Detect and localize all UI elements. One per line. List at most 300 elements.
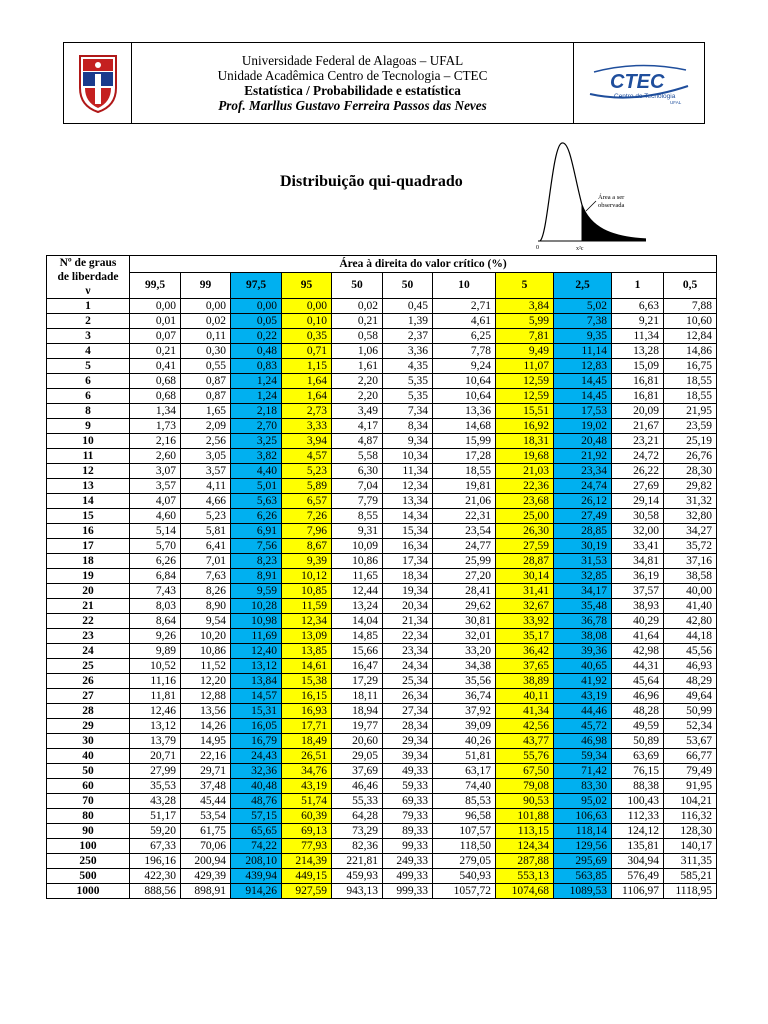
table-row bbox=[47, 359, 717, 374]
critical-value-cell: 5,35 bbox=[383, 389, 433, 404]
critical-value-cell: 23,34 bbox=[383, 644, 433, 659]
critical-value-cell: 1106,97 bbox=[612, 884, 664, 899]
percentage-header-cell: 95 bbox=[282, 272, 332, 298]
table-row bbox=[47, 629, 717, 644]
table-row bbox=[47, 344, 717, 359]
df-cell: 90 bbox=[47, 824, 130, 839]
critical-value-cell: 140,17 bbox=[664, 839, 717, 854]
table-row bbox=[47, 704, 717, 719]
critical-value-cell: 13,28 bbox=[612, 344, 664, 359]
critical-value-cell: 16,34 bbox=[383, 539, 433, 554]
critical-value-cell: 0,00 bbox=[130, 299, 181, 314]
table-row bbox=[47, 764, 717, 779]
critical-value-cell: 26,30 bbox=[496, 524, 554, 539]
critical-value-cell: 8,91 bbox=[231, 569, 282, 584]
critical-value-cell: 5,23 bbox=[282, 464, 332, 479]
critical-value-cell: 540,93 bbox=[433, 869, 496, 884]
critical-value-cell: 32,67 bbox=[496, 599, 554, 614]
ctec-logo-small: UFAL bbox=[670, 100, 682, 105]
critical-value-cell: 23,68 bbox=[496, 494, 554, 509]
critical-value-cell: 14,45 bbox=[554, 389, 612, 404]
critical-value-cell: 9,39 bbox=[282, 554, 332, 569]
critical-value-cell: 0,02 bbox=[181, 314, 231, 329]
critical-value-cell: 50,89 bbox=[612, 734, 664, 749]
critical-value-cell: 23,34 bbox=[554, 464, 612, 479]
df-cell: 20 bbox=[47, 584, 130, 599]
critical-value-cell: 18,55 bbox=[433, 464, 496, 479]
critical-value-cell: 71,42 bbox=[554, 764, 612, 779]
critical-value-cell: 0,68 bbox=[130, 374, 181, 389]
critical-value-cell: 4,60 bbox=[130, 509, 181, 524]
critical-value-cell: 16,47 bbox=[332, 659, 383, 674]
percentage-header-cell: 99,5 bbox=[130, 272, 181, 298]
critical-value-cell: 91,95 bbox=[664, 779, 717, 794]
critical-value-cell: 0,30 bbox=[181, 344, 231, 359]
critical-value-cell: 20,71 bbox=[130, 749, 181, 764]
critical-value-cell: 19,02 bbox=[554, 419, 612, 434]
critical-value-cell: 101,88 bbox=[496, 809, 554, 824]
critical-value-cell: 16,93 bbox=[282, 704, 332, 719]
critical-value-cell: 8,26 bbox=[181, 584, 231, 599]
critical-value-cell: 6,84 bbox=[130, 569, 181, 584]
critical-value-cell: 7,26 bbox=[282, 509, 332, 524]
critical-value-cell: 18,31 bbox=[496, 434, 554, 449]
df-cell: 1 bbox=[47, 299, 130, 314]
critical-value-cell: 36,19 bbox=[612, 569, 664, 584]
critical-value-cell: 49,64 bbox=[664, 689, 717, 704]
critical-value-cell: 0,21 bbox=[332, 314, 383, 329]
critical-value-cell: 10,28 bbox=[231, 599, 282, 614]
critical-value-cell: 32,01 bbox=[433, 629, 496, 644]
critical-value-cell: 49,33 bbox=[383, 764, 433, 779]
critical-value-cell: 9,35 bbox=[554, 329, 612, 344]
critical-value-cell: 0,87 bbox=[181, 389, 231, 404]
table-row bbox=[47, 674, 717, 689]
critical-value-cell: 279,05 bbox=[433, 854, 496, 869]
critical-value-cell: 113,15 bbox=[496, 824, 554, 839]
critical-value-cell: 9,54 bbox=[181, 614, 231, 629]
critical-value-cell: 0,55 bbox=[181, 359, 231, 374]
critical-value-cell: 10,09 bbox=[332, 539, 383, 554]
critical-value-cell: 28,87 bbox=[496, 554, 554, 569]
critical-value-cell: 29,34 bbox=[383, 734, 433, 749]
df-cell: 13 bbox=[47, 479, 130, 494]
critical-value-cell: 35,17 bbox=[496, 629, 554, 644]
critical-value-cell: 0,11 bbox=[181, 329, 231, 344]
critical-value-cell: 1,34 bbox=[130, 404, 181, 419]
critical-value-cell: 2,09 bbox=[181, 419, 231, 434]
critical-value-cell: 3,84 bbox=[496, 299, 554, 314]
critical-value-cell: 20,34 bbox=[383, 599, 433, 614]
critical-value-cell: 24,34 bbox=[383, 659, 433, 674]
critical-value-cell: 77,93 bbox=[282, 839, 332, 854]
critical-value-cell: 12,46 bbox=[130, 704, 181, 719]
table-row bbox=[47, 734, 717, 749]
critical-value-cell: 0,22 bbox=[231, 329, 282, 344]
critical-value-cell: 40,00 bbox=[664, 584, 717, 599]
critical-value-cell: 3,57 bbox=[130, 479, 181, 494]
critical-value-cell: 449,15 bbox=[282, 869, 332, 884]
critical-value-cell: 99,33 bbox=[383, 839, 433, 854]
df-cell: 23 bbox=[47, 629, 130, 644]
critical-value-cell: 18,94 bbox=[332, 704, 383, 719]
table-row bbox=[47, 719, 717, 734]
critical-value-cell: 38,08 bbox=[554, 629, 612, 644]
chi-square-curve-figure bbox=[530, 135, 650, 255]
critical-value-cell: 14,45 bbox=[554, 374, 612, 389]
critical-value-cell: 0,21 bbox=[130, 344, 181, 359]
critical-value-cell: 214,39 bbox=[282, 854, 332, 869]
critical-value-cell: 37,48 bbox=[181, 779, 231, 794]
critical-value-cell: 11,69 bbox=[231, 629, 282, 644]
ufal-logo bbox=[64, 43, 132, 123]
critical-value-cell: 45,72 bbox=[554, 719, 612, 734]
area-annotation-line1: Área a ser bbox=[598, 194, 625, 201]
table-row bbox=[47, 404, 717, 419]
critical-value-cell: 34,27 bbox=[664, 524, 717, 539]
critical-value-cell: 9,24 bbox=[433, 359, 496, 374]
critical-value-cell: 32,85 bbox=[554, 569, 612, 584]
professor-name: Prof. Marllus Gustavo Ferreira Passos das Neves bbox=[218, 98, 487, 113]
critical-value-cell: 48,76 bbox=[231, 794, 282, 809]
critical-value-cell: 6,25 bbox=[433, 329, 496, 344]
critical-value-cell: 34,76 bbox=[282, 764, 332, 779]
critical-value-cell: 5,01 bbox=[231, 479, 282, 494]
critical-value-cell: 898,91 bbox=[181, 884, 231, 899]
critical-value-cell: 65,65 bbox=[231, 824, 282, 839]
critical-value-cell: 249,33 bbox=[383, 854, 433, 869]
critical-value-cell: 46,96 bbox=[612, 689, 664, 704]
critical-value-cell: 9,26 bbox=[130, 629, 181, 644]
critical-value-cell: 35,48 bbox=[554, 599, 612, 614]
critical-value-cell: 31,32 bbox=[664, 494, 717, 509]
critical-value-cell: 14,57 bbox=[231, 689, 282, 704]
critical-value-cell: 60,39 bbox=[282, 809, 332, 824]
critical-value-cell: 5,58 bbox=[332, 449, 383, 464]
critical-value-cell: 30,81 bbox=[433, 614, 496, 629]
critical-value-cell: 38,93 bbox=[612, 599, 664, 614]
df-cell: 17 bbox=[47, 539, 130, 554]
critical-value-cell: 16,81 bbox=[612, 374, 664, 389]
critical-value-cell: 14,85 bbox=[332, 629, 383, 644]
critical-value-cell: 11,07 bbox=[496, 359, 554, 374]
critical-value-cell: 9,49 bbox=[496, 344, 554, 359]
critical-value-cell: 2,73 bbox=[282, 404, 332, 419]
critical-value-cell: 34,81 bbox=[612, 554, 664, 569]
critical-value-cell: 10,12 bbox=[282, 569, 332, 584]
percentage-header-cell: 50 bbox=[332, 272, 383, 298]
critical-value-cell: 4,57 bbox=[282, 449, 332, 464]
critical-value-cell: 4,17 bbox=[332, 419, 383, 434]
critical-value-cell: 8,90 bbox=[181, 599, 231, 614]
df-cell: 5 bbox=[47, 359, 130, 374]
critical-value-cell: 41,92 bbox=[554, 674, 612, 689]
critical-value-cell: 4,87 bbox=[332, 434, 383, 449]
critical-value-cell: 74,22 bbox=[231, 839, 282, 854]
critical-value-cell: 6,91 bbox=[231, 524, 282, 539]
critical-value-cell: 10,85 bbox=[282, 584, 332, 599]
critical-value-cell: 19,34 bbox=[383, 584, 433, 599]
table-row bbox=[47, 749, 717, 764]
critical-value-cell: 914,26 bbox=[231, 884, 282, 899]
critical-value-cell: 1,24 bbox=[231, 389, 282, 404]
critical-value-cell: 25,99 bbox=[433, 554, 496, 569]
critical-value-cell: 24,43 bbox=[231, 749, 282, 764]
critical-value-cell: 13,84 bbox=[231, 674, 282, 689]
table-row bbox=[47, 554, 717, 569]
critical-value-cell: 287,88 bbox=[496, 854, 554, 869]
critical-value-cell: 0,01 bbox=[130, 314, 181, 329]
critical-value-cell: 52,34 bbox=[664, 719, 717, 734]
critical-value-cell: 10,86 bbox=[181, 644, 231, 659]
critical-value-cell: 1,65 bbox=[181, 404, 231, 419]
critical-value-cell: 32,80 bbox=[664, 509, 717, 524]
critical-value-cell: 37,16 bbox=[664, 554, 717, 569]
critical-value-cell: 124,12 bbox=[612, 824, 664, 839]
critical-value-cell: 45,56 bbox=[664, 644, 717, 659]
critical-value-cell: 10,20 bbox=[181, 629, 231, 644]
critical-value-cell: 83,30 bbox=[554, 779, 612, 794]
critical-value-cell: 2,20 bbox=[332, 389, 383, 404]
critical-value-cell: 22,34 bbox=[383, 629, 433, 644]
critical-value-cell: 888,56 bbox=[130, 884, 181, 899]
critical-value-cell: 26,22 bbox=[612, 464, 664, 479]
critical-value-cell: 3,07 bbox=[130, 464, 181, 479]
critical-value-cell: 5,23 bbox=[181, 509, 231, 524]
table-row bbox=[47, 389, 717, 404]
critical-value-cell: 16,05 bbox=[231, 719, 282, 734]
critical-value-cell: 5,70 bbox=[130, 539, 181, 554]
critical-value-cell: 0,68 bbox=[130, 389, 181, 404]
critical-value-cell: 57,15 bbox=[231, 809, 282, 824]
critical-value-cell: 106,63 bbox=[554, 809, 612, 824]
critical-value-cell: 429,39 bbox=[181, 869, 231, 884]
critical-value-cell: 20,09 bbox=[612, 404, 664, 419]
critical-value-cell: 6,26 bbox=[130, 554, 181, 569]
critical-value-cell: 23,54 bbox=[433, 524, 496, 539]
critical-value-cell: 40,11 bbox=[496, 689, 554, 704]
critical-value-cell: 7,43 bbox=[130, 584, 181, 599]
critical-value-cell: 1074,68 bbox=[496, 884, 554, 899]
critical-value-cell: 95,02 bbox=[554, 794, 612, 809]
critical-value-cell: 7,81 bbox=[496, 329, 554, 344]
critical-value-cell: 118,14 bbox=[554, 824, 612, 839]
critical-value-cell: 32,36 bbox=[231, 764, 282, 779]
critical-value-cell: 1,64 bbox=[282, 389, 332, 404]
df-cell: 8 bbox=[47, 404, 130, 419]
critical-value-cell: 5,14 bbox=[130, 524, 181, 539]
critical-value-cell: 21,67 bbox=[612, 419, 664, 434]
df-cell: 250 bbox=[47, 854, 130, 869]
critical-value-cell: 16,15 bbox=[282, 689, 332, 704]
critical-value-cell: 196,16 bbox=[130, 854, 181, 869]
critical-value-cell: 221,81 bbox=[332, 854, 383, 869]
critical-value-cell: 0,41 bbox=[130, 359, 181, 374]
critical-value-cell: 6,57 bbox=[282, 494, 332, 509]
critical-value-cell: 28,34 bbox=[383, 719, 433, 734]
critical-value-cell: 14,61 bbox=[282, 659, 332, 674]
critical-value-cell: 32,00 bbox=[612, 524, 664, 539]
critical-value-cell: 0,58 bbox=[332, 329, 383, 344]
table-row bbox=[47, 689, 717, 704]
critical-value-cell: 37,57 bbox=[612, 584, 664, 599]
table-row bbox=[47, 614, 717, 629]
critical-value-cell: 0,35 bbox=[282, 329, 332, 344]
df-cell: 10 bbox=[47, 434, 130, 449]
critical-value-cell: 51,81 bbox=[433, 749, 496, 764]
critical-value-cell: 129,56 bbox=[554, 839, 612, 854]
critical-value-cell: 25,19 bbox=[664, 434, 717, 449]
critical-value-cell: 59,20 bbox=[130, 824, 181, 839]
critical-value-cell: 40,65 bbox=[554, 659, 612, 674]
table-row bbox=[47, 449, 717, 464]
critical-value-cell: 0,83 bbox=[231, 359, 282, 374]
critical-value-cell: 585,21 bbox=[664, 869, 717, 884]
critical-value-cell: 5,02 bbox=[554, 299, 612, 314]
critical-value-cell: 8,64 bbox=[130, 614, 181, 629]
critical-value-cell: 48,28 bbox=[612, 704, 664, 719]
critical-value-cell: 118,50 bbox=[433, 839, 496, 854]
annotation-arrow bbox=[586, 201, 596, 211]
critical-value-cell: 35,72 bbox=[664, 539, 717, 554]
critical-value-cell: 31,53 bbox=[554, 554, 612, 569]
df-header: Nº de graus de liberdade ν bbox=[47, 256, 130, 299]
percentage-header-cell: 50 bbox=[383, 272, 433, 298]
critical-value-cell: 53,54 bbox=[181, 809, 231, 824]
document-header bbox=[63, 42, 705, 124]
critical-value-cell: 0,48 bbox=[231, 344, 282, 359]
critical-value-cell: 11,81 bbox=[130, 689, 181, 704]
critical-value-cell: 0,10 bbox=[282, 314, 332, 329]
course-name: Estatística / Probabilidade e estatística bbox=[244, 83, 461, 98]
critical-value-cell: 35,56 bbox=[433, 674, 496, 689]
df-cell: 6 bbox=[47, 389, 130, 404]
critical-value-cell: 11,16 bbox=[130, 674, 181, 689]
academic-unit: Unidade Acadêmica Centro de Tecnologia – CTEC bbox=[217, 68, 488, 83]
critical-value-cell: 40,29 bbox=[612, 614, 664, 629]
critical-value-cell: 26,51 bbox=[282, 749, 332, 764]
df-cell: 11 bbox=[47, 449, 130, 464]
critical-value-cell: 4,61 bbox=[433, 314, 496, 329]
critical-value-cell: 5,89 bbox=[282, 479, 332, 494]
percentage-header-row bbox=[47, 272, 717, 298]
critical-value-cell: 8,03 bbox=[130, 599, 181, 614]
critical-value-cell: 28,30 bbox=[664, 464, 717, 479]
percentage-header-cell: 1 bbox=[612, 272, 664, 298]
critical-value-cell: 3,05 bbox=[181, 449, 231, 464]
df-cell: 30 bbox=[47, 734, 130, 749]
table-row bbox=[47, 539, 717, 554]
critical-value-cell: 8,55 bbox=[332, 509, 383, 524]
critical-value-cell: 311,35 bbox=[664, 854, 717, 869]
critical-value-cell: 15,99 bbox=[433, 434, 496, 449]
table-row bbox=[47, 494, 717, 509]
table-row bbox=[47, 779, 717, 794]
df-cell: 24 bbox=[47, 644, 130, 659]
critical-value-cell: 9,89 bbox=[130, 644, 181, 659]
critical-value-cell: 304,94 bbox=[612, 854, 664, 869]
critical-value-cell: 2,70 bbox=[231, 419, 282, 434]
critical-value-cell: 27,69 bbox=[612, 479, 664, 494]
critical-value-cell: 8,67 bbox=[282, 539, 332, 554]
critical-value-cell: 999,33 bbox=[383, 884, 433, 899]
critical-value-cell: 35,53 bbox=[130, 779, 181, 794]
critical-value-cell: 11,34 bbox=[383, 464, 433, 479]
critical-value-cell: 10,52 bbox=[130, 659, 181, 674]
critical-value-cell: 19,68 bbox=[496, 449, 554, 464]
critical-value-cell: 29,71 bbox=[181, 764, 231, 779]
df-cell: 19 bbox=[47, 569, 130, 584]
critical-value-cell: 1,64 bbox=[282, 374, 332, 389]
critical-value-cell: 24,74 bbox=[554, 479, 612, 494]
percentage-header-cell: 99 bbox=[181, 272, 231, 298]
critical-value-cell: 0,05 bbox=[231, 314, 282, 329]
critical-value-cell: 7,88 bbox=[664, 299, 717, 314]
critical-value-cell: 21,03 bbox=[496, 464, 554, 479]
critical-value-cell: 61,75 bbox=[181, 824, 231, 839]
critical-value-cell: 459,93 bbox=[332, 869, 383, 884]
critical-value-cell: 23,59 bbox=[664, 419, 717, 434]
table-row bbox=[47, 434, 717, 449]
critical-value-cell: 576,49 bbox=[612, 869, 664, 884]
critical-value-cell: 295,69 bbox=[554, 854, 612, 869]
critical-value-cell: 46,98 bbox=[554, 734, 612, 749]
critical-value-cell: 1,73 bbox=[130, 419, 181, 434]
critical-value-cell: 15,34 bbox=[383, 524, 433, 539]
critical-value-cell: 55,76 bbox=[496, 749, 554, 764]
critical-value-cell: 15,66 bbox=[332, 644, 383, 659]
critical-value-cell: 0,07 bbox=[130, 329, 181, 344]
critical-value-cell: 3,94 bbox=[282, 434, 332, 449]
table-row bbox=[47, 644, 717, 659]
critical-value-cell: 50,99 bbox=[664, 704, 717, 719]
table-row bbox=[47, 314, 717, 329]
critical-value-cell: 9,21 bbox=[612, 314, 664, 329]
critical-value-cell: 2,16 bbox=[130, 434, 181, 449]
critical-value-cell: 5,99 bbox=[496, 314, 554, 329]
critical-value-cell: 1,24 bbox=[231, 374, 282, 389]
critical-value-cell: 6,30 bbox=[332, 464, 383, 479]
critical-value-cell: 3,33 bbox=[282, 419, 332, 434]
ctec-logo bbox=[574, 43, 704, 123]
critical-value-cell: 14,95 bbox=[181, 734, 231, 749]
critical-value-cell: 2,60 bbox=[130, 449, 181, 464]
critical-value-cell: 7,56 bbox=[231, 539, 282, 554]
critical-value-cell: 64,28 bbox=[332, 809, 383, 824]
critical-value-cell: 45,64 bbox=[612, 674, 664, 689]
table-row bbox=[47, 869, 717, 884]
critical-value-cell: 18,55 bbox=[664, 374, 717, 389]
critical-value-cell: 41,34 bbox=[496, 704, 554, 719]
critical-value-cell: 13,12 bbox=[231, 659, 282, 674]
critical-value-cell: 59,34 bbox=[554, 749, 612, 764]
critical-value-cell: 6,26 bbox=[231, 509, 282, 524]
critical-value-cell: 13,12 bbox=[130, 719, 181, 734]
critical-value-cell: 4,35 bbox=[383, 359, 433, 374]
critical-value-cell: 27,20 bbox=[433, 569, 496, 584]
critical-value-cell: 2,18 bbox=[231, 404, 282, 419]
critical-value-cell: 29,62 bbox=[433, 599, 496, 614]
critical-value-cell: 13,85 bbox=[282, 644, 332, 659]
critical-value-cell: 17,53 bbox=[554, 404, 612, 419]
critical-value-cell: 3,49 bbox=[332, 404, 383, 419]
critical-value-cell: 11,65 bbox=[332, 569, 383, 584]
critical-value-cell: 6,63 bbox=[612, 299, 664, 314]
critical-value-cell: 69,33 bbox=[383, 794, 433, 809]
critical-value-cell: 4,11 bbox=[181, 479, 231, 494]
critical-value-cell: 30,19 bbox=[554, 539, 612, 554]
critical-value-cell: 27,34 bbox=[383, 704, 433, 719]
